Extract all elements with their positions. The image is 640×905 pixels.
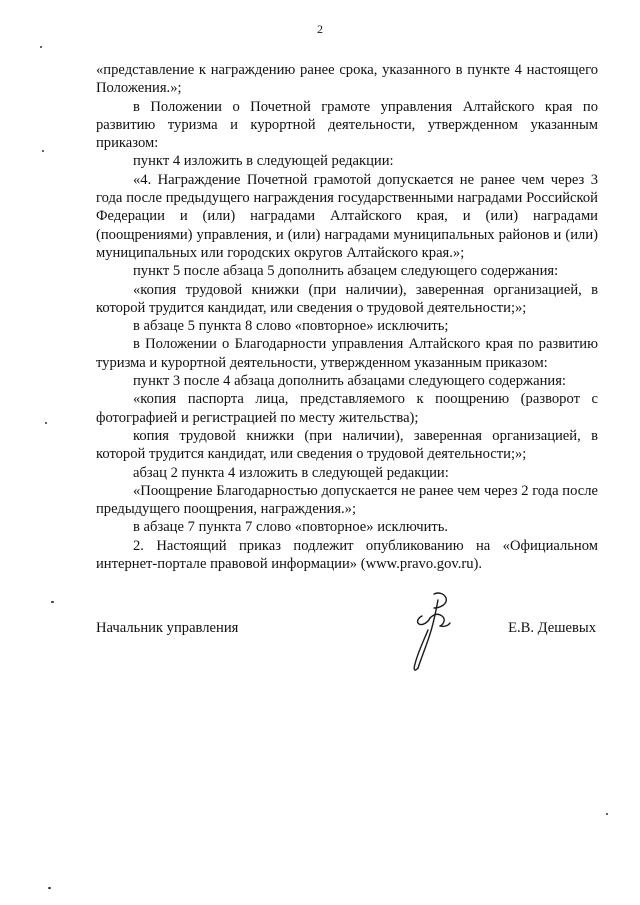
paragraph-quote-continuation: «представление к награждению ранее срока, указанного в пункте 4 настоящего Положения.»;: [96, 62, 598, 97]
paragraph-point5-instruction: пункт 5 после абзаца 5 дополнить абзацем следующего содержания:: [133, 263, 559, 280]
paragraph-gratitude-text: «Поощрение Благодарностью допускается не ранее чем через 2 года после предыдущего поощрения, награждения.»;: [96, 482, 598, 518]
paragraph-publication-order: 2. Настоящий приказ подлежит опубликованию на «Официальном интернет-портале правовой информации» (www.pravo.gov.ru).: [96, 537, 598, 573]
scan-speck: [45, 422, 47, 424]
paragraph-point8-amendment: в абзаце 5 пункта 8 слово «повторное» исключить;: [133, 318, 449, 335]
paragraph-point3-instruction: пункт 3 после 4 абзаца дополнить абзацами следующего содержания:: [133, 373, 566, 390]
scan-speck: [606, 813, 608, 815]
paragraph-passport-copy: «копия паспорта лица, представляемого к поощрению (разворот с фотографией и регистрацией по месту жительства);: [96, 391, 598, 426]
paragraph-point4-instruction-2: абзац 2 пункта 4 изложить в следующей редакции:: [133, 464, 449, 481]
signer-name: Е.В. Дешевых: [508, 620, 596, 636]
paragraph-labor-book-copy: «копия трудовой книжки (при наличии), заверенная организацией, в которой трудится кандидат, или сведения о трудовой деятельности;»;: [96, 281, 598, 316]
scan-speck: [51, 601, 54, 603]
paragraph-point7-amendment: в абзаце 7 пункта 7 слово «повторное» исключить.: [133, 519, 449, 536]
paragraph-point4-instruction: пункт 4 изложить в следующей редакции:: [133, 153, 394, 170]
page-number: 2: [317, 22, 323, 36]
handwritten-signature-icon: [404, 586, 466, 676]
signature-block: [96, 620, 596, 642]
paragraph-honor-certificate-intro: в Положении о Почетной грамоте управления Алтайского края по развитию туризма и курортной деятельности, утвержденном указанным приказом:: [96, 98, 598, 152]
document-body: [96, 61, 598, 573]
signer-position: Начальник управления: [96, 620, 239, 636]
paragraph-gratitude-intro: в Положении о Благодарности управления Алтайского края по развитию туризма и курортной деятельности, утвержденном указанным приказом:: [96, 336, 598, 371]
paragraph-point4-text: «4. Награждение Почетной грамотой допускается не ранее чем через 3 года после предыдущего награждения государственными наградами Российской Федерации и (или) наградами Алтайского края, и (или) наградами (поощрениями) управления, и (или) наградами муниципальных районов и (или) муниципальных или городских округов Алтайского края.»;: [96, 171, 598, 261]
scan-speck: [40, 46, 42, 48]
scan-speck: [48, 887, 51, 889]
paragraph-labor-book-copy-2: копия трудовой книжки (при наличии), заверенная организацией, в которой трудится кандидат, или сведения о трудовой деятельности;»;: [96, 427, 598, 463]
scan-speck: [42, 150, 44, 152]
